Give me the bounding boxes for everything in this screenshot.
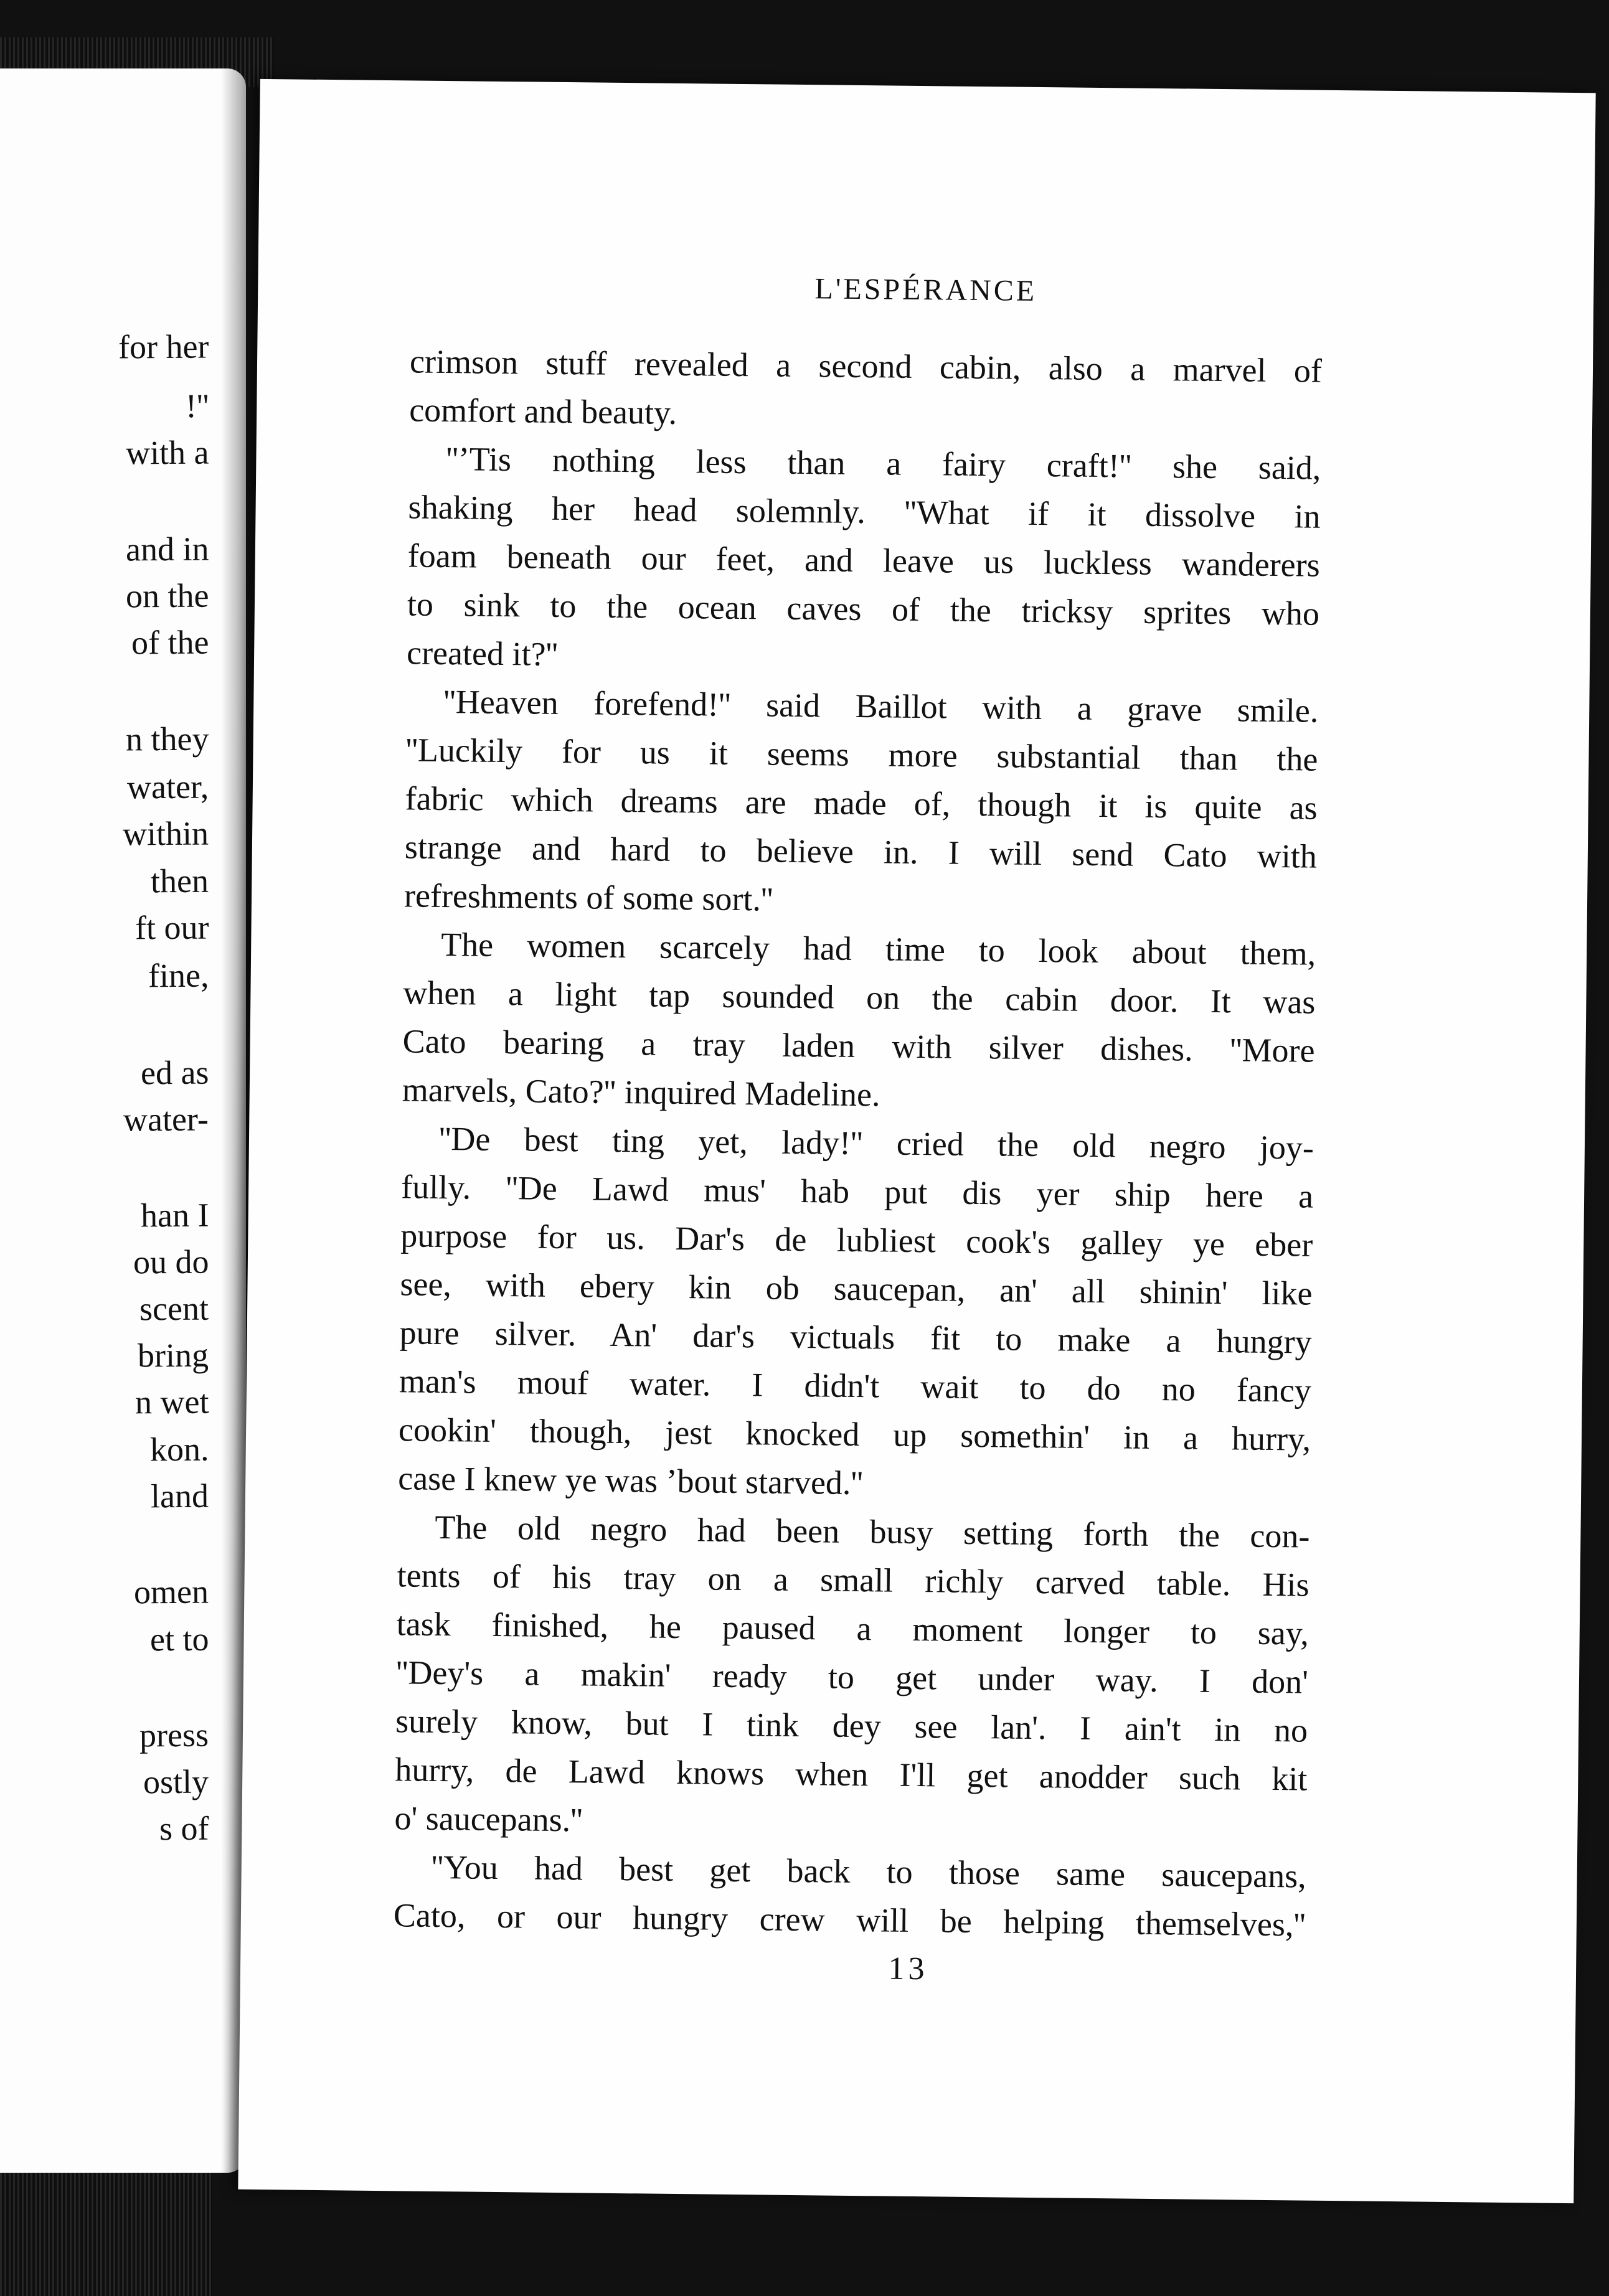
text-line: comfort and beauty. — [408, 391, 677, 431]
text-line: when a light tap sounded on the cabin door. It was — [403, 974, 1316, 1021]
left-page-text-fragment: !'' — [185, 387, 209, 425]
text-line: ''Luckily for us it seems more substantial than the — [405, 731, 1318, 778]
left-page-text-fragment: et to — [149, 1620, 209, 1658]
left-page-text-fragment: for her — [118, 327, 209, 366]
left-page-text-fragment: fine, — [148, 956, 209, 995]
text-line: ''Heaven forefend!'' said Baillot with a grave smile. — [443, 683, 1319, 730]
text-line: ''Dey's a makin' ready to get under way. I don' — [395, 1654, 1309, 1701]
left-page-text-fragment: han I — [140, 1196, 209, 1235]
left-page-text-fragment: then — [150, 862, 209, 900]
left-page-text-fragment: s of — [159, 1809, 209, 1848]
text-line: crimson stuff revealed a second cabin, also a marvel of — [409, 342, 1323, 390]
text-line: The old negro had been busy setting forth the con- — [435, 1508, 1310, 1555]
left-page-text-fragment: water, — [126, 768, 209, 806]
text-line: case I knew ye was ’bout starved.'' — [397, 1459, 864, 1502]
left-page-text-fragment: n they — [125, 720, 209, 758]
left-page-text-fragment: water- — [123, 1100, 209, 1139]
text-line: ''’Tis nothing less than a fairy craft!'' she said, — [446, 440, 1321, 487]
text-line: purpose for us. Dar's de lubliest cook's galley ye eber — [400, 1216, 1313, 1264]
left-page-text-fragment: press — [139, 1716, 209, 1754]
text-line: to sink to the ocean caves of the tricksy sprites who — [407, 585, 1320, 633]
text-line: marvels, Cato?'' inquired Madeline. — [402, 1071, 880, 1114]
text-line: Cato bearing a tray laden with silver dishes. ''More — [402, 1022, 1315, 1070]
text-line: refreshments of some sort.'' — [403, 877, 773, 918]
text-line: fully. ''De Lawd mus' hab put dis yer ship here a — [400, 1168, 1314, 1215]
left-facing-page — [0, 68, 246, 2173]
left-page-text-fragment: ed as — [140, 1053, 209, 1092]
text-line: hurry, de Lawd knows when I'll get anodder such kit — [395, 1751, 1308, 1798]
left-page-text-fragment: bring — [137, 1336, 209, 1375]
binding-cloth-bottom — [0, 2173, 212, 2296]
text-line: created it?'' — [406, 634, 559, 673]
text-line: task finished, he paused a moment longer to say, — [396, 1605, 1309, 1652]
left-page-text-fragment: kon. — [149, 1430, 209, 1469]
body-text — [394, 337, 1323, 1949]
left-page-text-fragment: n wet — [134, 1383, 209, 1421]
text-line: see, with ebery kin ob saucepan, an' all shinin' like — [400, 1265, 1313, 1312]
text-line: surely know, but I tink dey see lan'. I ain't in no — [395, 1702, 1308, 1749]
text-line: fabric which dreams are made of, though it is quite as — [405, 779, 1318, 827]
left-page-text-fragment: of the — [131, 623, 209, 662]
left-page-text-fragment: omen — [133, 1573, 209, 1611]
left-page-text-fragment: scent — [139, 1289, 209, 1328]
text-line: strange and hard to believe in. I will send Cato with — [404, 828, 1318, 875]
text-line: pure silver. An' dar's victuals fit to make a hungry — [399, 1314, 1312, 1361]
left-page-text-fragment: ft our — [134, 908, 209, 947]
text-line: The women scarcely had time to look about them, — [440, 925, 1316, 972]
text-line: o' saucepans.'' — [394, 1799, 583, 1839]
text-line: man's mouf water. I didn't wait to do no fancy — [399, 1362, 1312, 1409]
text-line: tents of his tray on a small richly carved table. His — [397, 1556, 1309, 1604]
left-page-text-fragment: on the — [125, 576, 209, 615]
text-line: cookin' though, jest knocked up somethin' in a hurry, — [398, 1411, 1311, 1458]
right-page — [238, 79, 1595, 2203]
left-page-text-fragment: with a — [125, 433, 209, 472]
left-page-text-fragment: within — [122, 814, 209, 853]
left-page-text-fragment: and in — [125, 530, 209, 568]
text-line: ''De best ting yet, lady!'' cried the old negro joy- — [438, 1119, 1314, 1167]
text-line: Cato, or our hungry crew will be helping themselves,'' — [393, 1896, 1306, 1944]
left-page-text-fragment: ostly — [143, 1762, 209, 1801]
text-line: foam beneath our feet, and leave us luckless wanderers — [407, 537, 1321, 584]
left-page-text-fragment: land — [150, 1477, 209, 1515]
left-page-text-fragment: ou do — [133, 1243, 209, 1281]
text-line: shaking her head solemnly. ''What if it dissolve in — [408, 488, 1321, 535]
text-line: ''You had best get back to those same saucepans, — [431, 1848, 1306, 1895]
page-number: 13 — [888, 1950, 928, 1987]
running-head: L'ESPÉRANCE — [814, 272, 1037, 308]
